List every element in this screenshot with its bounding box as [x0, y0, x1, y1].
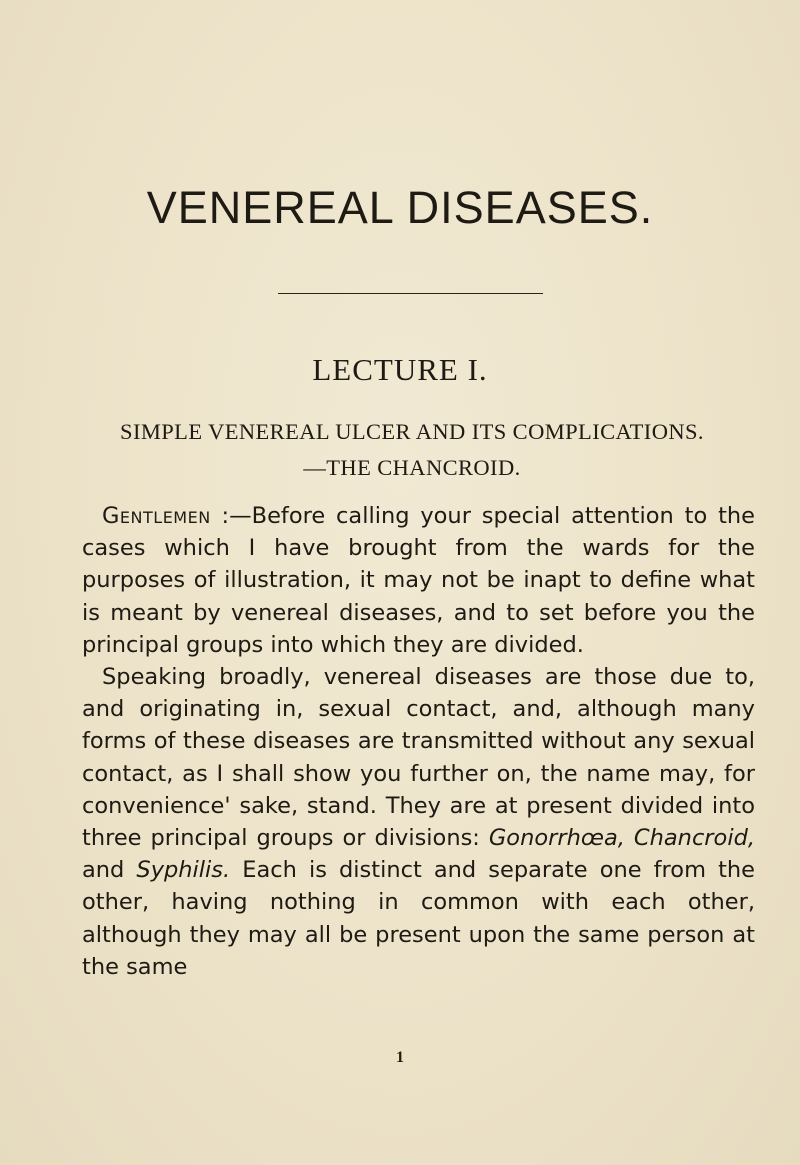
paragraph-2-sep-1 — [625, 825, 634, 851]
paragraph-1 — [82, 500, 755, 661]
page-number: 1 — [396, 1049, 404, 1066]
paragraph-2 — [82, 661, 755, 983]
term-syphilis: Syphilis. — [136, 857, 231, 884]
chapter-title: VENEREAL DISEASES. — [146, 182, 654, 233]
subtitle-line-1: SIMPLE VENEREAL ULCER AND ITS COMPLICATIONS. — [120, 419, 704, 444]
paragraph-2-sep-2: and — [82, 857, 137, 884]
lecture-subtitle — [82, 414, 742, 486]
title-rule — [278, 293, 543, 294]
paragraph-1-text: :—Before calling your special attention to the cases which I have brought from the wards for the purposes of illustration, it may not be inapt to define what is meant by venereal diseases, and to set before you the principal groups into which they are divided. — [82, 503, 755, 658]
term-chancroid: Chancroid, — [633, 825, 756, 852]
lecture-heading: LECTURE I. — [312, 352, 488, 387]
subtitle-line-2: —THE CHANCROID. — [303, 455, 521, 480]
paragraph-2-text-a: Speaking broadly, venereal diseases are those due to, and originating in, sexual contact, and, although many forms of these diseases are transmitted without any sexual contact, as I shall show you further on, the name may, for convenience' sake, stand. They are at present divided into three principal groups or divisions: — [82, 664, 755, 852]
body-text — [82, 500, 755, 983]
paragraph-2-text-b: Each is distinct and separate one from the other, having nothing in common with each other, although they may all be present upon the same person at the same — [82, 857, 755, 980]
term-gonorrhoea: Gonorrhœa, — [488, 825, 625, 852]
salutation: Gentlemen — [102, 503, 211, 529]
